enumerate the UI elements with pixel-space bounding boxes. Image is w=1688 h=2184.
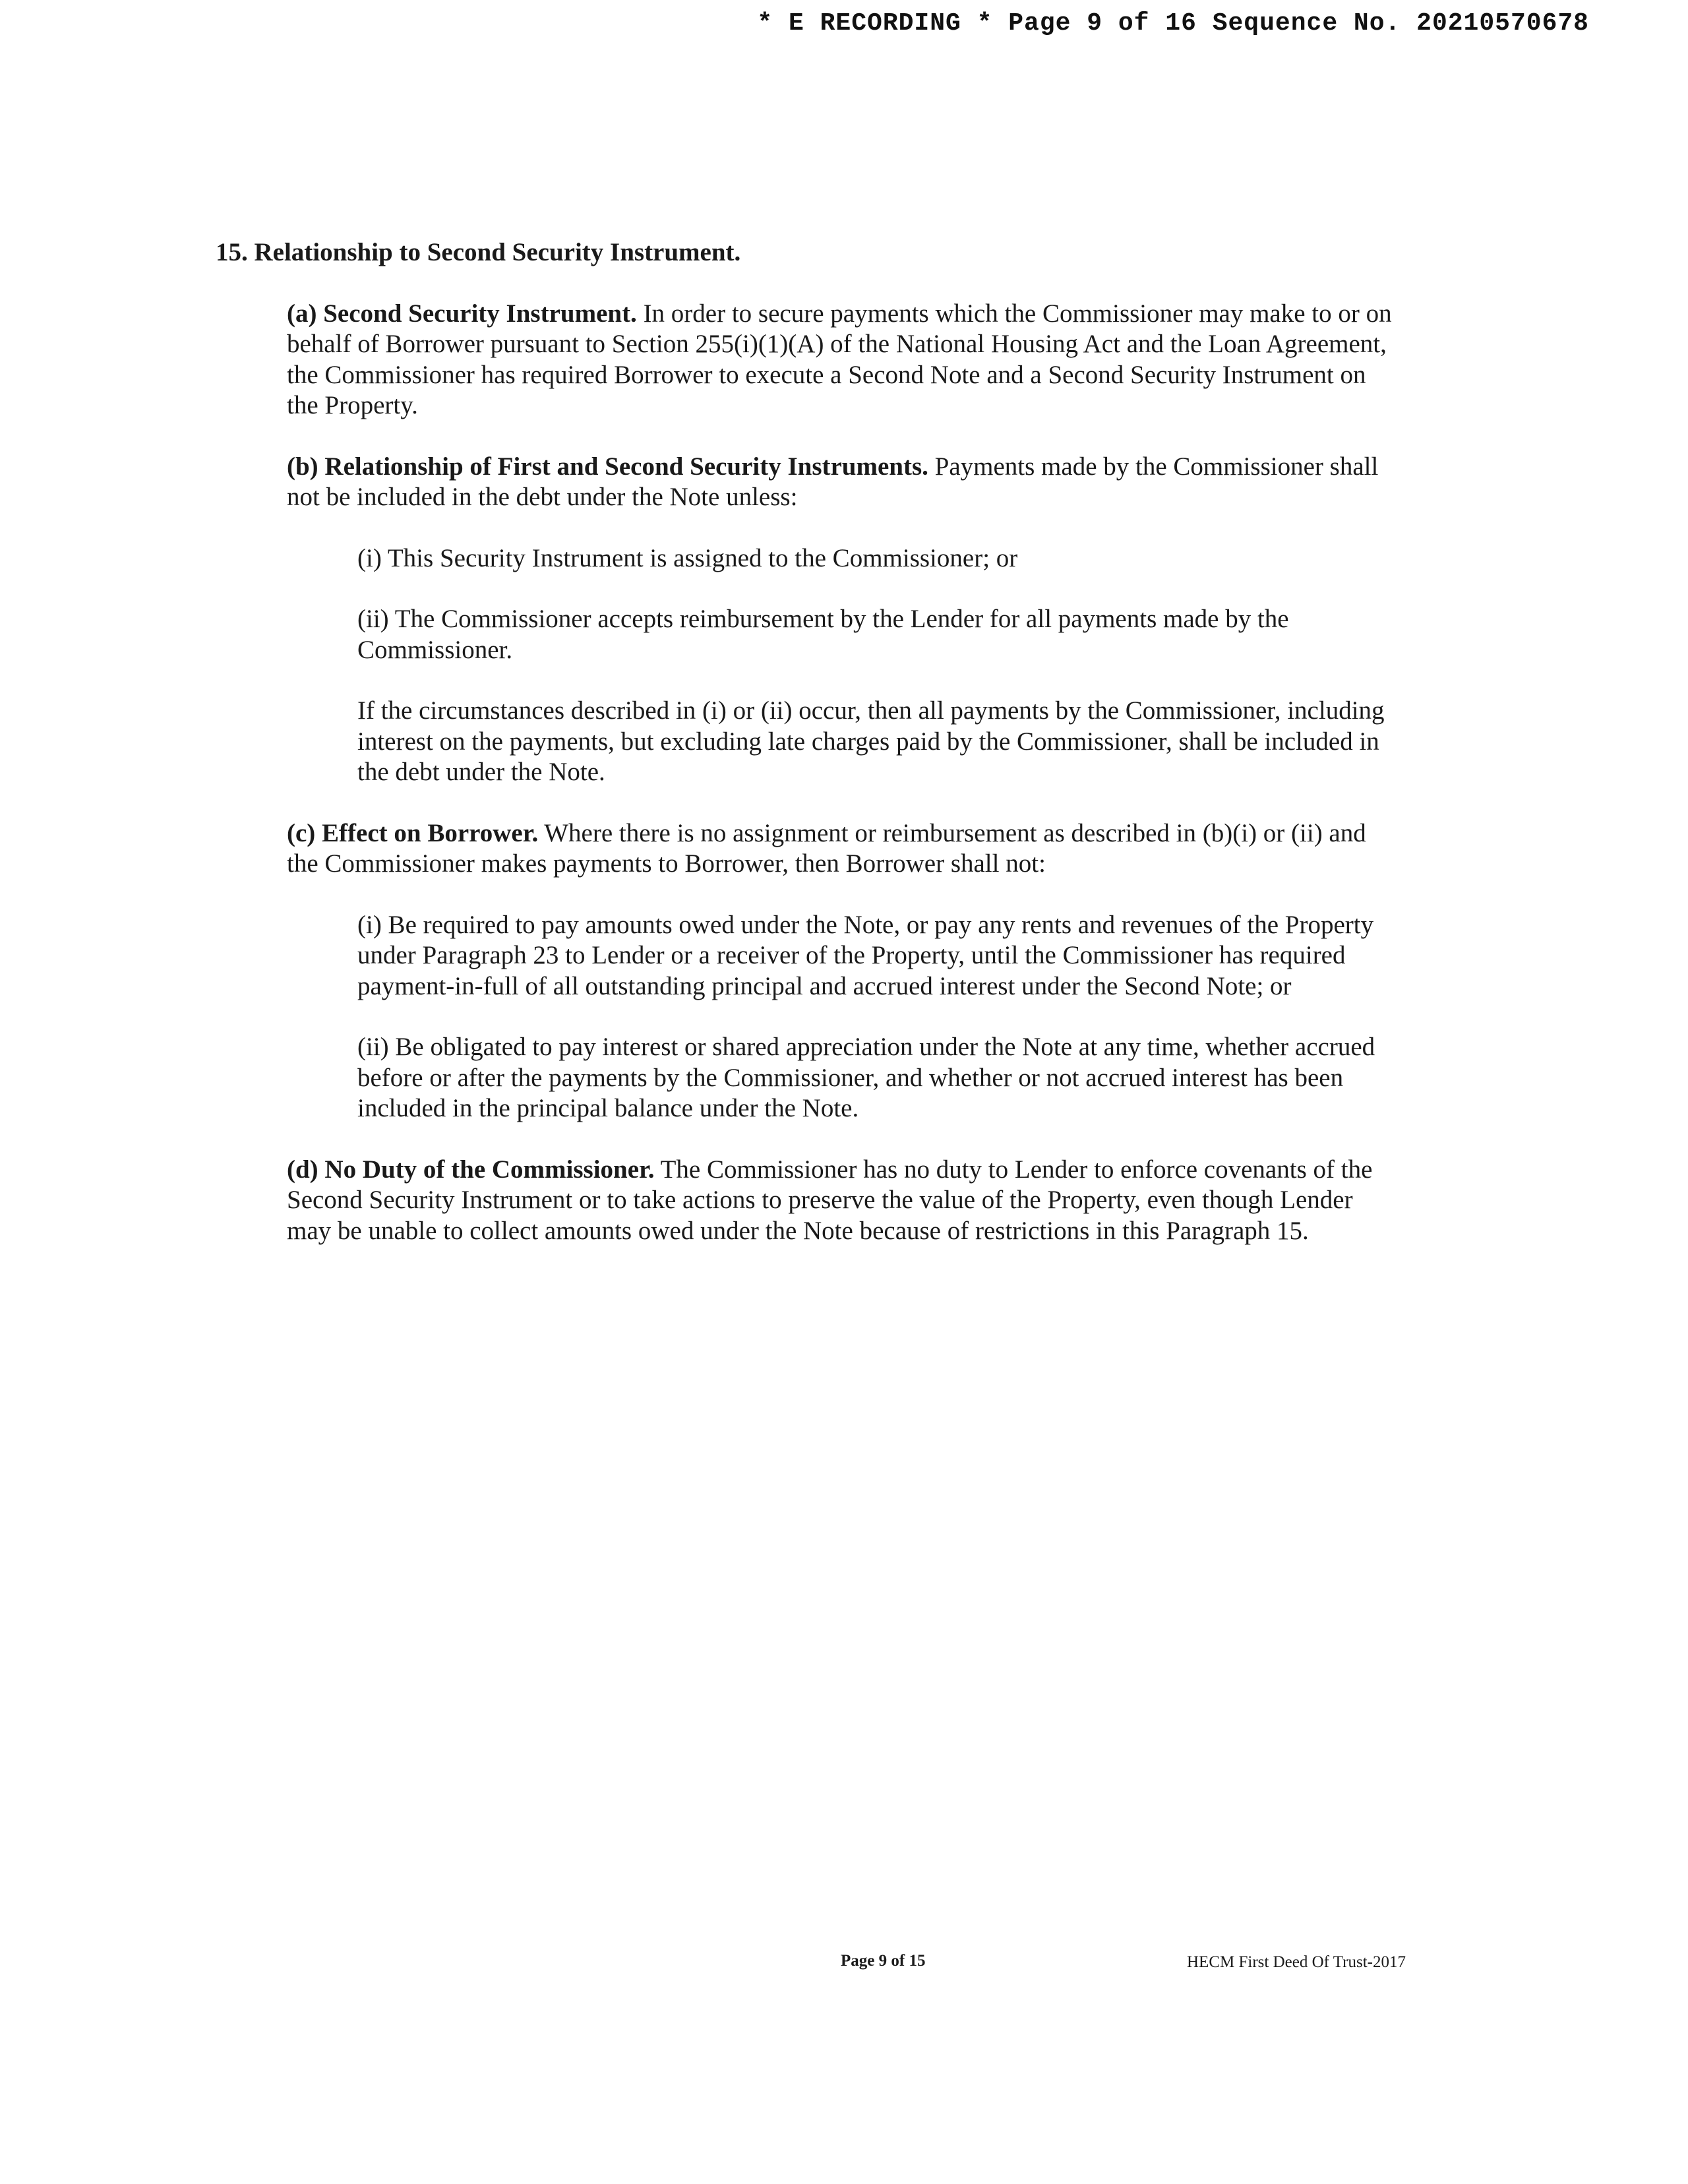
paragraph-c-i: (i) Be required to pay amounts owed under the Note, or pay any rents and revenues of the Property under Paragraph 23 to Lender or a receiver of the Property, until the Commissioner has required payment-in-full of all outstanding principal and accrued interest under the Second Note; or	[357, 910, 1374, 1000]
paragraph-b-text: Payments made by the Commissioner shall not be included in the debt under the Note unless:	[287, 452, 1379, 511]
paragraph-b-ii: (ii) The Commissioner accepts reimbursement by the Lender for all payments made by the Commissioner.	[357, 605, 1289, 664]
paragraph-a-text: In order to secure payments which the Commissioner may make to or on behalf of Borrower pursuant to Section 255(i)(1)(A) of the National Housing Act and the Loan Agreement, the Commissioner has required Borrower to execute a Second Note and a Second Security Instrument on the Property.	[287, 299, 1392, 419]
section-title: 15. Relationship to Second Security Instrument.	[216, 238, 741, 266]
paragraph-a-heading: (a) Second Security Instrument.	[287, 299, 637, 328]
paragraph-c-text: Where there is no assignment or reimbursement as described in (b)(i) or (ii) and the Commissioner makes payments to Borrower, then Borrower shall not:	[287, 818, 1366, 878]
paragraph-a	[287, 299, 1395, 421]
paragraph-b-i: (i) This Security Instrument is assigned to the Commissioner; or	[357, 543, 1018, 572]
paragraph-b-circumstances: If the circumstances described in (i) or (ii) occur, then all payments by the Commissioner, including interest on the payments, but excluding late charges paid by the Commissioner, shall be included in the debt under the Note.	[357, 696, 1385, 786]
footer-page-number: Page 9 of 15	[841, 1952, 926, 1970]
document-body	[216, 237, 1435, 1277]
paragraph-c-ii: (ii) Be obligated to pay interest or shared appreciation under the Note at any time, whether accrued before or after the payments by the Commissioner, and whether or not accrued interest has been included in the principal balance under the Note.	[357, 1033, 1375, 1122]
paragraph-b	[287, 452, 1395, 513]
paragraph-b-heading: (b) Relationship of First and Second Security Instruments.	[287, 452, 928, 481]
footer-document-name: HECM First Deed Of Trust-2017	[1187, 1953, 1406, 1971]
paragraph-c-heading: (c) Effect on Borrower.	[287, 818, 539, 847]
paragraph-d	[287, 1155, 1395, 1247]
recording-header: * E RECORDING * Page 9 of 16 Sequence No. 20210570678	[757, 9, 1589, 38]
paragraph-d-heading: (d) No Duty of the Commissioner.	[287, 1155, 655, 1184]
paragraph-d-text: The Commissioner has no duty to Lender to enforce covenants of the Second Security Instrument or to take actions to preserve the value of the Property, even though Lender may be unable to collect amounts owed under the Note because of restrictions in this Paragraph 15.	[287, 1155, 1373, 1245]
paragraph-c	[287, 818, 1395, 880]
